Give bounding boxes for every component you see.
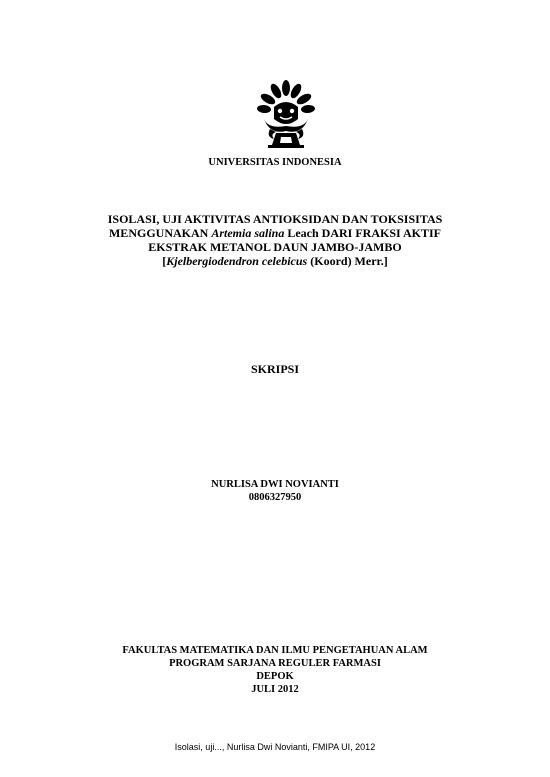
faculty-name: FAKULTAS MATEMATIKA DAN ILMU PENGETAHUAN ALAM <box>122 645 428 656</box>
title-line-3: EKSTRAK METANOL DAUN JAMBO-JAMBO <box>148 240 402 254</box>
title-line-2-start: MENGGUNAKAN <box>108 226 212 240</box>
university-name: UNIVERSITAS INDONESIA <box>208 157 342 168</box>
title-line-2-end: Leach DARI FRAKSI AKTIF <box>284 226 442 240</box>
species-name-kjelbergiodendron: Kjelbergiodendron celebicus <box>166 254 308 268</box>
title-line-4-open: [ <box>162 254 167 268</box>
university-logo-icon <box>256 79 316 149</box>
student-id: 0806327950 <box>248 492 302 503</box>
page-footer: Isolasi, uji..., Nurlisa Dwi Novianti, FMIPA UI, 2012 <box>174 742 376 752</box>
publication-date: JULI 2012 <box>251 684 299 695</box>
species-name-artemia: Artemia salina <box>211 226 285 240</box>
title-line-4-close: (Koord) Merr.] <box>307 254 388 268</box>
author-name: NURLISA DWI NOVIANTI <box>211 479 339 490</box>
city-name: DEPOK <box>256 671 294 682</box>
title-line-1: ISOLASI, UJI AKTIVITAS ANTIOKSIDAN DAN TOKSISITAS <box>107 212 443 226</box>
title-line-2 <box>0 226 550 240</box>
document-type: SKRIPSI <box>250 362 300 376</box>
program-name: PROGRAM SARJANA REGULER FARMASI <box>169 658 381 669</box>
title-line-4 <box>0 254 550 268</box>
